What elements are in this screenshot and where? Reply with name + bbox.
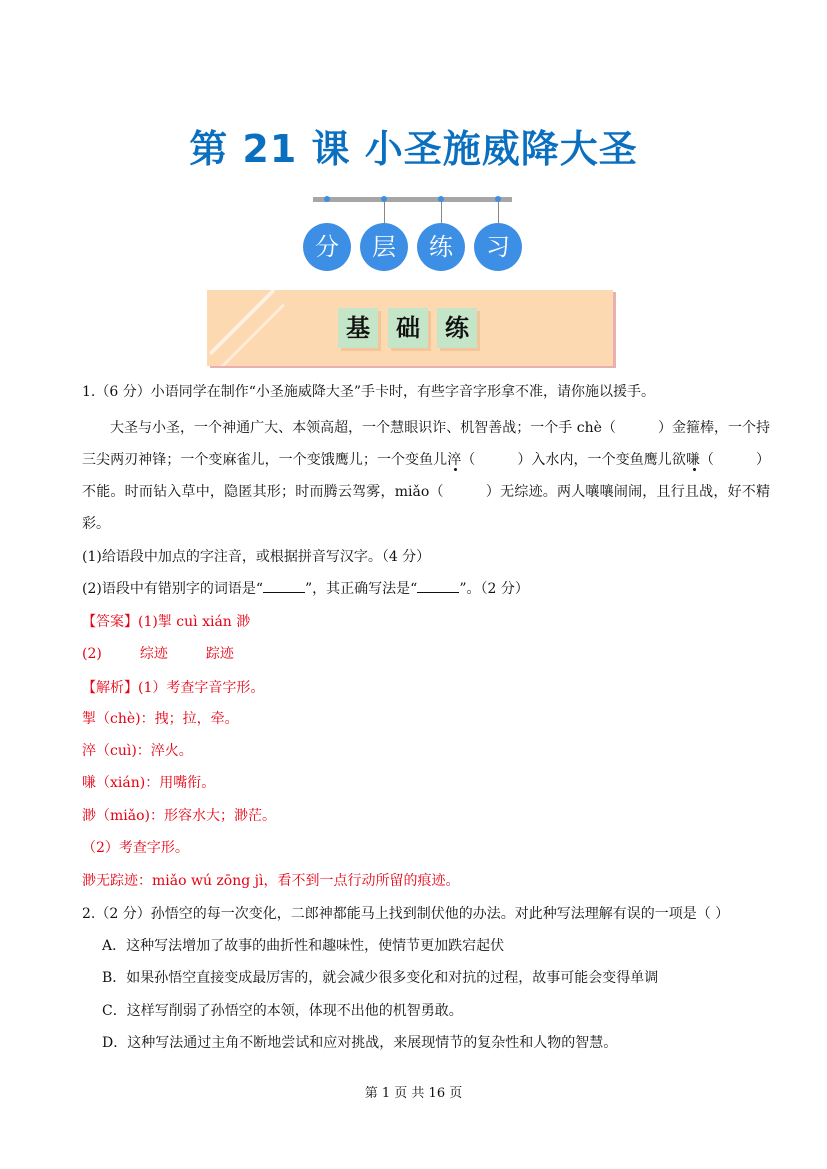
answer-wrong-word: 综迹 — [139, 646, 168, 662]
banner-tile: 练 — [437, 308, 477, 348]
badge-circle: 习 — [474, 223, 522, 271]
option-a: A．这种写法增加了故事的曲折性和趣味性，使情节更加跌宕起伏 — [102, 938, 505, 954]
passage-text: ）不能。时而钻入草中，隐匿其形；时而腾云驾雾，miǎo（ — [82, 452, 771, 500]
badge-circle: 练 — [417, 223, 465, 271]
analysis-line: 渺无踪迹：miǎo wú zōng jì，看不到一点行动所留的痕迹。 — [82, 873, 460, 889]
fill-blank — [263, 580, 305, 593]
question-1-passage — [82, 412, 770, 540]
analysis-line: 嗛（xián)：用嘴衔。 — [82, 775, 216, 791]
hanger-string — [498, 201, 499, 223]
passage-text: 大圣与小圣，一个神通广大、本领高超，一个慧眼识诈、机智善战；一个手 chè（ — [110, 420, 616, 436]
fill-blank — [417, 580, 459, 593]
dotted-char: 嗛 — [685, 452, 700, 468]
section-banner — [207, 290, 613, 366]
sub-question-2 — [82, 578, 529, 598]
hanger-bar — [313, 197, 512, 202]
analysis-line: （2）考查字形。 — [82, 840, 189, 856]
dotted-char: 淬 — [447, 452, 462, 468]
badge-circle: 分 — [303, 223, 351, 271]
sub-question-text: (2)语段中有错别字的词语是“ — [82, 581, 263, 597]
option-b: B．如果孙悟空直接变成最厉害的，就会减少很多变化和对抗的过程，故事可能会变得单调 — [102, 970, 659, 986]
passage-text: ）入水内，一个变鱼鹰儿欲 — [517, 452, 686, 468]
passage-text: ）无综迹。两人嚷嚷闹闹，且行且战，好不精彩。 — [82, 484, 771, 532]
sub-question-1: (1)给语段中加点的字注音，或根据拼音写汉字。（4 分） — [82, 549, 431, 565]
banner-tile: 基 — [338, 308, 378, 348]
question-2-stem: 2.（2 分）孙悟空的每一次变化，二郎神都能马上找到制伏他的办法。对此种写法理解有误的一项是（ ） — [82, 906, 730, 922]
analysis-line: 掣（chè)：拽；拉，牵。 — [82, 711, 239, 727]
passage-text: ）金箍棒，一个持三尖两刃神锋；一个变麻雀儿，一个变饿鹰儿；一个变鱼儿 — [82, 420, 771, 468]
option-c: C．这样写削弱了孙悟空的本领，体现不出他的机智勇敢。 — [102, 1003, 463, 1019]
answer-right-word: 踪迹 — [205, 646, 234, 662]
sub-question-text: ”，其正确写法是“ — [305, 581, 418, 597]
answer-line-2 — [82, 643, 234, 663]
page-number: 第 1 页 共 16 页 — [364, 1086, 463, 1101]
analysis-line: 【解析】(1）考查字音字形。 — [82, 680, 265, 696]
hanger-string — [441, 201, 442, 223]
analysis-line: 淬（cuì)：淬火。 — [82, 743, 193, 759]
analysis-line: 渺（miǎo)：形容水大；渺茫。 — [82, 808, 276, 824]
lesson-title: 第 21 课 小圣施威降大圣 — [189, 127, 638, 171]
banner-tile: 础 — [388, 308, 428, 348]
sub-question-text: ”。（2 分） — [459, 581, 529, 597]
badge-circle: 层 — [360, 223, 408, 271]
pin-dot — [324, 196, 330, 202]
passage-text: （ — [461, 452, 476, 468]
answer-line-1: 【答案】(1)掣 cuì xián 渺 — [82, 614, 251, 630]
hanger-string — [384, 201, 385, 223]
passage-text: （ — [699, 452, 714, 468]
option-d: D．这种写法通过主角不断地尝试和应对挑战，来展现情节的复杂性和人物的智慧。 — [102, 1035, 618, 1051]
answer-label: (2) — [82, 646, 102, 662]
question-1-stem: 1.（6 分）小语同学在制作“小圣施威降大圣”手卡时，有些字音字形拿不准，请你施以援手。 — [82, 384, 656, 400]
